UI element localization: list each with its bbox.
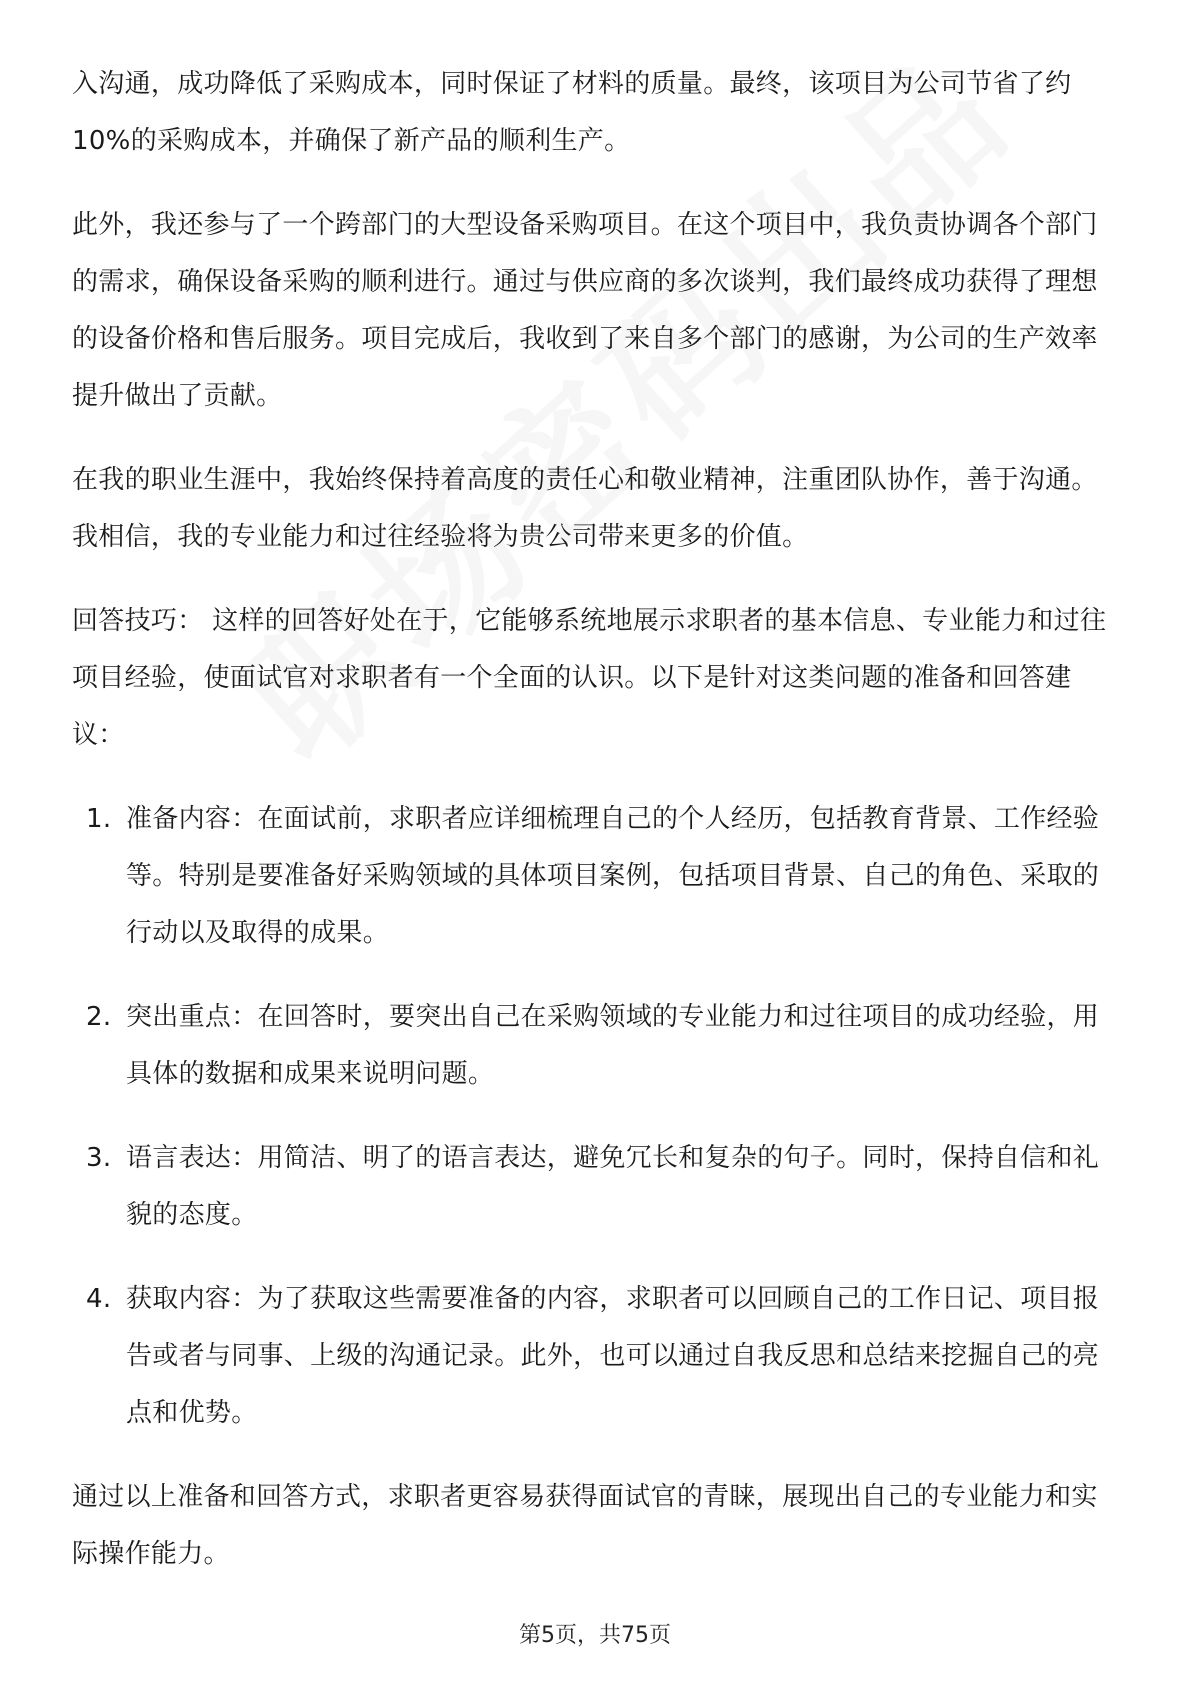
list-number: 4.: [86, 1284, 112, 1314]
list-number: 1.: [86, 804, 112, 834]
list-item: [72, 791, 1122, 962]
list-number: 3.: [86, 1143, 112, 1173]
list-item: [72, 1130, 1122, 1244]
tips-list: [72, 791, 1122, 1442]
closing-paragraph: 通过以上准备和回答方式，求职者更容易获得面试官的青睐，展现出自己的专业能力和实际操作能力。: [72, 1482, 1098, 1569]
list-item-text: 获取内容：为了获取这些需要准备的内容，求职者可以回顾自己的工作日记、项目报告或者与同事、上级的沟通记录。此外，也可以通过自我反思和总结来挖掘自己的亮点和优势。: [126, 1284, 1100, 1428]
document-page: [72, 56, 1122, 1610]
list-item-text: 突出重点：在回答时，要突出自己在采购领域的专业能力和过往项目的成功经验，用具体的数据和成果来说明问题。: [126, 1002, 1100, 1089]
paragraph-answer-tips: 回答技巧： 这样的回答好处在于，它能够系统地展示求职者的基本信息、专业能力和过往项目经验，使面试官对求职者有一个全面的认识。以下是针对这类问题的准备和回答建议：: [72, 606, 1107, 750]
list-item-text: 语言表达：用简洁、明了的语言表达，避免冗长和复杂的句子。同时，保持自信和礼貌的态度。: [126, 1143, 1100, 1230]
list-number: 2.: [86, 1002, 112, 1032]
list-item: [72, 989, 1122, 1103]
list-item-text: 准备内容：在面试前，求职者应详细梳理自己的个人经历，包括教育背景、工作经验等。特别是要准备好采购领域的具体项目案例，包括项目背景、自己的角色、采取的行动以及取得的成果。: [126, 804, 1100, 948]
paragraph-3: 在我的职业生涯中，我始终保持着高度的责任心和敬业精神，注重团队协作，善于沟通。我相信，我的专业能力和过往经验将为贵公司带来更多的价值。: [72, 465, 1098, 552]
paragraph-1: 入沟通，成功降低了采购成本，同时保证了材料的质量。最终，该项目为公司节省了约10%的采购成本，并确保了新产品的顺利生产。: [72, 69, 1072, 156]
paragraph-2: 此外，我还参与了一个跨部门的大型设备采购项目。在这个项目中，我负责协调各个部门的需求，确保设备采购的顺利进行。通过与供应商的多次谈判，我们最终成功获得了理想的设备价格和售后服务。项目完成后，我收到了来自多个部门的感谢，为公司的生产效率提升做出了贡献。: [72, 210, 1098, 411]
list-item: [72, 1271, 1122, 1442]
page-number: 第5页，共75页: [519, 1623, 671, 1648]
